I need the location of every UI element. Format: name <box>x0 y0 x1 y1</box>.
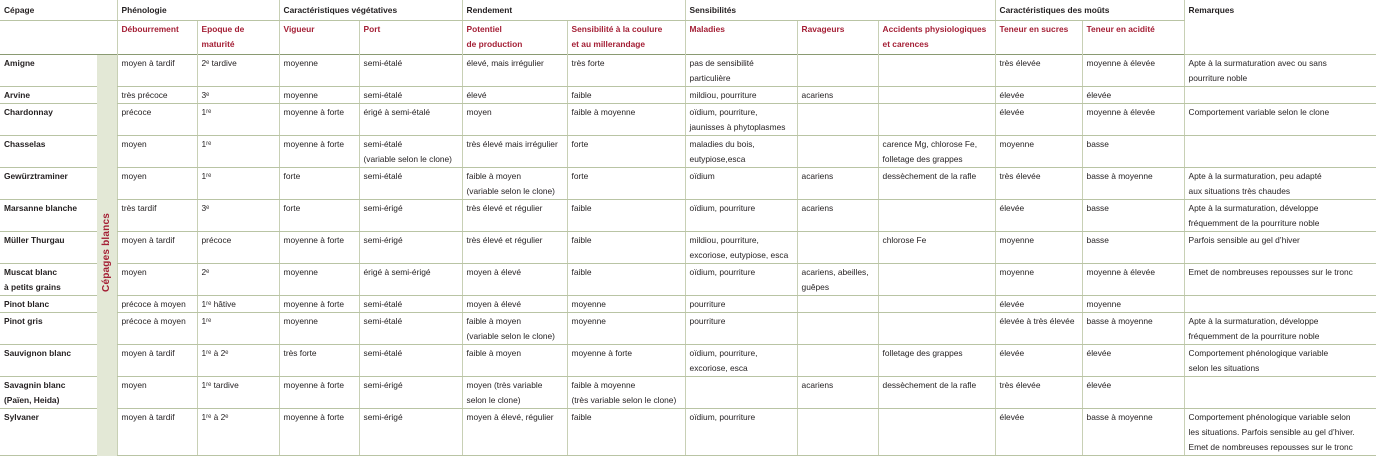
cell-accidents <box>878 55 995 87</box>
cell-port: semi-érigé <box>359 200 462 232</box>
cell-ravageurs <box>797 232 878 264</box>
cell-epoque-maturite: 1ʳᵉ à 2ᵉ <box>197 345 279 377</box>
cell-potentiel: élevé <box>462 87 567 104</box>
cell-sensibilite-coulure: faible <box>567 200 685 232</box>
table-row <box>0 55 1376 87</box>
header-potentiel: Potentiel de production <box>462 21 567 55</box>
cell-teneur-sucres: élevée <box>995 345 1082 377</box>
cell-teneur-sucres: élevée <box>995 104 1082 136</box>
header-cepage: Cépage <box>0 0 97 21</box>
header-phenologie: Phénologie <box>117 0 279 21</box>
header-port: Port <box>359 21 462 55</box>
header-vigueur: Vigueur <box>279 21 359 55</box>
table-row <box>0 345 1376 377</box>
cell-teneur-acidite: moyenne à élevée <box>1082 264 1184 296</box>
cell-maladies: oïdium, pourriture <box>685 200 797 232</box>
cell-teneur-sucres: très élevée <box>995 377 1082 409</box>
cell-cepage: Pinot blanc <box>0 296 97 313</box>
header-caracteristiques-vegetatives: Caractéristiques végétatives <box>279 0 462 21</box>
cell-teneur-sucres: moyenne <box>995 232 1082 264</box>
cell-cepage: Chasselas <box>0 136 97 168</box>
cell-teneur-acidite: moyenne <box>1082 296 1184 313</box>
cell-remarques: Apte à la surmaturation, développe fréquemment de la pourriture noble <box>1184 200 1376 232</box>
cell-remarques: Apte à la surmaturation, développe fréquemment de la pourriture noble <box>1184 313 1376 345</box>
table-row <box>0 136 1376 168</box>
table-row <box>0 409 1376 456</box>
cell-potentiel: faible à moyen (variable selon le clone) <box>462 313 567 345</box>
cell-maladies: oïdium <box>685 168 797 200</box>
cell-epoque-maturite: 3ᵉ <box>197 200 279 232</box>
table-row <box>0 377 1376 409</box>
cell-cepage: Savagnin blanc (Païen, Heida) <box>0 377 97 409</box>
cell-maladies: oïdium, pourriture <box>685 409 797 456</box>
cell-accidents <box>878 409 995 456</box>
cell-potentiel: très élevé et régulier <box>462 232 567 264</box>
cell-cepage: Arvine <box>0 87 97 104</box>
cell-ravageurs <box>797 296 878 313</box>
cell-ravageurs: acariens <box>797 200 878 232</box>
cell-potentiel: moyen à élevé, régulier <box>462 409 567 456</box>
cell-accidents <box>878 200 995 232</box>
cell-remarques: Comportement phénologique variable selon les situations <box>1184 345 1376 377</box>
cell-teneur-sucres: élevée <box>995 87 1082 104</box>
group-label-cepages-blancs: Cépages blancs <box>97 55 117 456</box>
cell-potentiel: faible à moyen <box>462 345 567 377</box>
header-maladies: Maladies <box>685 21 797 55</box>
cell-ravageurs <box>797 104 878 136</box>
cell-remarques: Parfois sensible au gel d’hiver <box>1184 232 1376 264</box>
header-teneur-sucres: Teneur en sucres <box>995 21 1082 55</box>
cell-debourrement: moyen <box>117 264 197 296</box>
cell-vigueur: moyenne <box>279 313 359 345</box>
cell-teneur-acidite: élevée <box>1082 377 1184 409</box>
cell-teneur-acidite: basse <box>1082 200 1184 232</box>
cell-port: semi-étalé <box>359 168 462 200</box>
cell-vigueur: moyenne <box>279 264 359 296</box>
cell-port: érigé à semi-érigé <box>359 264 462 296</box>
cell-ravageurs <box>797 345 878 377</box>
table-body <box>0 55 1376 456</box>
cell-vigueur: forte <box>279 168 359 200</box>
header-epoque-maturite: Epoque de maturité <box>197 21 279 55</box>
cell-potentiel: moyen <box>462 104 567 136</box>
cell-ravageurs <box>797 409 878 456</box>
cell-epoque-maturite: précoce <box>197 232 279 264</box>
cell-ravageurs <box>797 136 878 168</box>
cell-sensibilite-coulure: faible <box>567 232 685 264</box>
cell-cepage: Amigne <box>0 55 97 87</box>
cell-sensibilite-coulure: faible <box>567 409 685 456</box>
cell-vigueur: moyenne à forte <box>279 377 359 409</box>
cell-maladies: oïdium, pourriture <box>685 264 797 296</box>
cell-teneur-acidite: moyenne à élevée <box>1082 104 1184 136</box>
cell-maladies: oïdium, pourriture, jaunisses à phytoplasmes <box>685 104 797 136</box>
cell-maladies: pourriture <box>685 313 797 345</box>
cell-maladies: mildiou, pourriture, excoriose, eutypiose, esca <box>685 232 797 264</box>
cell-teneur-acidite: élevée <box>1082 345 1184 377</box>
cell-potentiel: très élevé et régulier <box>462 200 567 232</box>
cell-accidents <box>878 87 995 104</box>
cell-vigueur: moyenne à forte <box>279 136 359 168</box>
cell-ravageurs <box>797 55 878 87</box>
cell-remarques: Apte à la surmaturation avec ou sans pourriture noble <box>1184 55 1376 87</box>
header-caracteristiques-mouts: Caractéristiques des moûts <box>995 0 1184 21</box>
cell-port: semi-érigé <box>359 409 462 456</box>
cell-vigueur: moyenne à forte <box>279 232 359 264</box>
cell-debourrement: moyen <box>117 136 197 168</box>
cell-teneur-sucres: élevée à très élevée <box>995 313 1082 345</box>
cell-ravageurs: acariens, abeilles, guêpes <box>797 264 878 296</box>
table-row <box>0 168 1376 200</box>
cell-vigueur: très forte <box>279 345 359 377</box>
cell-debourrement: moyen <box>117 168 197 200</box>
cell-maladies: maladies du bois, eutypiose,esca <box>685 136 797 168</box>
cell-teneur-acidite: basse à moyenne <box>1082 313 1184 345</box>
cell-port: semi-étalé <box>359 345 462 377</box>
cell-ravageurs: acariens <box>797 87 878 104</box>
cell-accidents: chlorose Fe <box>878 232 995 264</box>
table-row <box>0 87 1376 104</box>
cell-vigueur: moyenne à forte <box>279 409 359 456</box>
cell-accidents <box>878 296 995 313</box>
header-sensibilite-coulure: Sensibilité à la coulure et au millerandage <box>567 21 685 55</box>
cell-sensibilite-coulure: très forte <box>567 55 685 87</box>
cell-remarques: Comportement variable selon le clone <box>1184 104 1376 136</box>
cell-epoque-maturite: 2ᵉ tardive <box>197 55 279 87</box>
header-row-columns <box>0 21 1376 55</box>
table-row <box>0 313 1376 345</box>
cell-debourrement: moyen <box>117 377 197 409</box>
cell-epoque-maturite: 1ʳᵉ <box>197 104 279 136</box>
cell-cepage: Sauvignon blanc <box>0 345 97 377</box>
cell-debourrement: moyen à tardif <box>117 232 197 264</box>
cell-debourrement: très précoce <box>117 87 197 104</box>
cell-accidents <box>878 313 995 345</box>
table-row <box>0 104 1376 136</box>
cell-sensibilite-coulure: faible <box>567 264 685 296</box>
cell-cepage: Müller Thurgau <box>0 232 97 264</box>
header-remarques: Remarques <box>1184 0 1376 55</box>
cell-accidents: dessèchement de la rafle <box>878 377 995 409</box>
cell-potentiel: moyen à élevé <box>462 296 567 313</box>
cell-potentiel: faible à moyen (variable selon le clone) <box>462 168 567 200</box>
header-rendement: Rendement <box>462 0 685 21</box>
header-teneur-acidite: Teneur en acidité <box>1082 21 1184 55</box>
cell-teneur-sucres: moyenne <box>995 264 1082 296</box>
cell-port: semi-étalé <box>359 87 462 104</box>
cell-potentiel: élevé, mais irrégulier <box>462 55 567 87</box>
cell-accidents <box>878 264 995 296</box>
cell-accidents: dessèchement de la rafle <box>878 168 995 200</box>
cell-cepage: Sylvaner <box>0 409 97 456</box>
cell-debourrement: précoce à moyen <box>117 313 197 345</box>
cell-cepage: Marsanne blanche <box>0 200 97 232</box>
cell-vigueur: moyenne à forte <box>279 104 359 136</box>
cell-teneur-acidite: élevée <box>1082 87 1184 104</box>
cell-teneur-sucres: élevée <box>995 296 1082 313</box>
cell-remarques <box>1184 136 1376 168</box>
cell-remarques: Apte à la surmaturation, peu adapté aux situations très chaudes <box>1184 168 1376 200</box>
cell-port: semi-érigé <box>359 232 462 264</box>
cell-sensibilite-coulure: forte <box>567 136 685 168</box>
cell-remarques <box>1184 296 1376 313</box>
header-debourrement: Débourrement <box>117 21 197 55</box>
cell-maladies: mildiou, pourriture <box>685 87 797 104</box>
cell-accidents: folletage des grappes <box>878 345 995 377</box>
cell-port: semi-érigé <box>359 377 462 409</box>
cell-sensibilite-coulure: forte <box>567 168 685 200</box>
cell-teneur-acidite: basse <box>1082 232 1184 264</box>
header-accidents: Accidents physiologiques et carences <box>878 21 995 55</box>
cell-vigueur: forte <box>279 200 359 232</box>
cell-potentiel: très élevé mais irrégulier <box>462 136 567 168</box>
cell-debourrement: précoce à moyen <box>117 296 197 313</box>
header-sensibilites: Sensibilités <box>685 0 995 21</box>
cell-cepage: Gewürztraminer <box>0 168 97 200</box>
cell-epoque-maturite: 1ʳᵉ <box>197 313 279 345</box>
cell-teneur-acidite: basse à moyenne <box>1082 168 1184 200</box>
cell-accidents <box>878 104 995 136</box>
cell-sensibilite-coulure: faible à moyenne <box>567 104 685 136</box>
cell-epoque-maturite: 1ʳᵉ <box>197 168 279 200</box>
cell-vigueur: moyenne <box>279 87 359 104</box>
cell-port: semi-étalé (variable selon le clone) <box>359 136 462 168</box>
cell-epoque-maturite: 3ᵉ <box>197 87 279 104</box>
cell-teneur-acidite: basse <box>1082 136 1184 168</box>
cell-cepage: Chardonnay <box>0 104 97 136</box>
cell-sensibilite-coulure: moyenne à forte <box>567 345 685 377</box>
cell-epoque-maturite: 2ᵉ <box>197 264 279 296</box>
cell-teneur-sucres: moyenne <box>995 136 1082 168</box>
cell-cepage: Muscat blanc à petits grains <box>0 264 97 296</box>
cell-remarques <box>1184 87 1376 104</box>
cell-ravageurs: acariens <box>797 377 878 409</box>
cell-port: semi-étalé <box>359 296 462 313</box>
cell-epoque-maturite: 1ʳᵉ hâtive <box>197 296 279 313</box>
cell-accidents: carence Mg, chlorose Fe, folletage des grappes <box>878 136 995 168</box>
cell-epoque-maturite: 1ʳᵉ <box>197 136 279 168</box>
cell-maladies: oïdium, pourriture, excoriose, esca <box>685 345 797 377</box>
cell-debourrement: précoce <box>117 104 197 136</box>
cell-cepage: Pinot gris <box>0 313 97 345</box>
cell-potentiel: moyen (très variable selon le clone) <box>462 377 567 409</box>
cell-sensibilite-coulure: moyenne <box>567 296 685 313</box>
cell-remarques <box>1184 377 1376 409</box>
cell-vigueur: moyenne à forte <box>279 296 359 313</box>
cell-debourrement: très tardif <box>117 200 197 232</box>
cell-epoque-maturite: 1ʳᵉ tardive <box>197 377 279 409</box>
cell-maladies <box>685 377 797 409</box>
cell-teneur-sucres: très élevée <box>995 168 1082 200</box>
cell-maladies: pourriture <box>685 296 797 313</box>
cell-vigueur: moyenne <box>279 55 359 87</box>
cell-remarques: Emet de nombreuses repousses sur le tronc <box>1184 264 1376 296</box>
cell-remarques: Comportement phénologique variable selon les situations. Parfois sensible au gel d’hiver. Emet de nombreuses repousses sur le tronc <box>1184 409 1376 456</box>
table-row <box>0 200 1376 232</box>
cell-ravageurs: acariens <box>797 168 878 200</box>
cell-debourrement: moyen à tardif <box>117 345 197 377</box>
cell-teneur-sucres: très élevée <box>995 55 1082 87</box>
table-row <box>0 264 1376 296</box>
cell-port: semi-étalé <box>359 313 462 345</box>
cell-potentiel: moyen à élevé <box>462 264 567 296</box>
cell-sensibilite-coulure: faible à moyenne (très variable selon le clone) <box>567 377 685 409</box>
table-row <box>0 232 1376 264</box>
cell-teneur-acidite: moyenne à élevée <box>1082 55 1184 87</box>
cell-teneur-acidite: basse à moyenne <box>1082 409 1184 456</box>
cell-teneur-sucres: élevée <box>995 200 1082 232</box>
header-row-groups <box>0 0 1376 21</box>
cell-debourrement: moyen à tardif <box>117 55 197 87</box>
cell-sensibilite-coulure: faible <box>567 87 685 104</box>
cell-ravageurs <box>797 313 878 345</box>
cell-port: semi-étalé <box>359 55 462 87</box>
cell-debourrement: moyen à tardif <box>117 409 197 456</box>
cell-epoque-maturite: 1ʳᵉ à 2ᵉ <box>197 409 279 456</box>
cell-teneur-sucres: élevée <box>995 409 1082 456</box>
cell-port: érigé à semi-étalé <box>359 104 462 136</box>
header-ravageurs: Ravageurs <box>797 21 878 55</box>
cell-maladies: pas de sensibilité particulière <box>685 55 797 87</box>
table-row <box>0 296 1376 313</box>
cell-sensibilite-coulure: moyenne <box>567 313 685 345</box>
